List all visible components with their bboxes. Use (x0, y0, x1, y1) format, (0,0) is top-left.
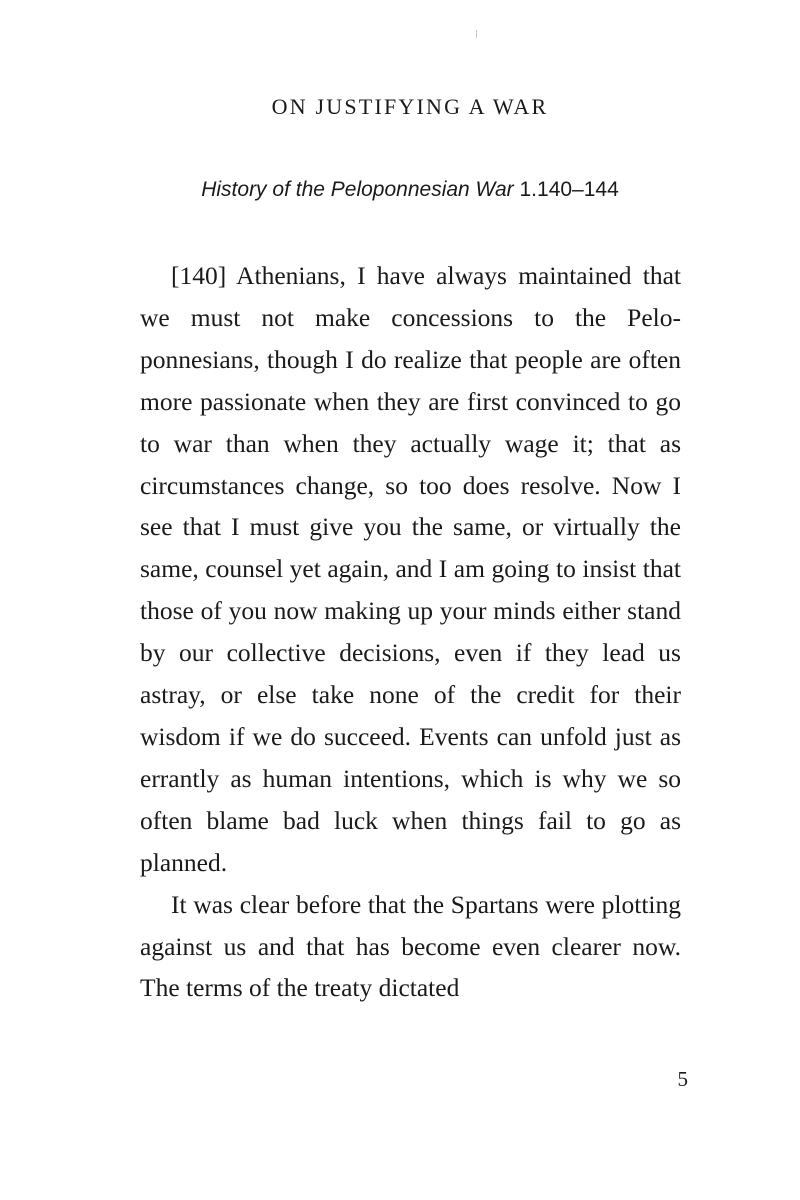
chapter-title: ON JUSTIFYING A WAR (271, 94, 549, 119)
page-number: 5 (677, 1067, 688, 1091)
work-title: History of the Peloponnesian War (201, 178, 514, 201)
source-citation (0, 175, 800, 205)
paragraph: It was clear before that the Spartans were plotting against us and that has become even clearer now. The terms of the treaty dictated (140, 889, 681, 1003)
body-text (140, 255, 681, 1009)
paragraph: [140] Athenians, I have always maintained that we must not make concessions to the Peloponnesians, though I do realize that people are often more passionate when they are first convinced to go to war than when they actually wage it; that as circumstances change, so too does resolve. Now I see that I must give you the same, or virtually the same, counsel yet again, and I am going to insist that those of you now making up your minds either stand by our collective decisions, even if they lead us astray, or else take none of the credit for their wisdom if we do succeed. Events can unfold just as errantly as human intentions, which is why we so often blame bad luck when things fail to go as planned. (140, 261, 681, 877)
crop-mark (476, 30, 477, 38)
passage-reference: 1.140–144 (513, 178, 619, 201)
